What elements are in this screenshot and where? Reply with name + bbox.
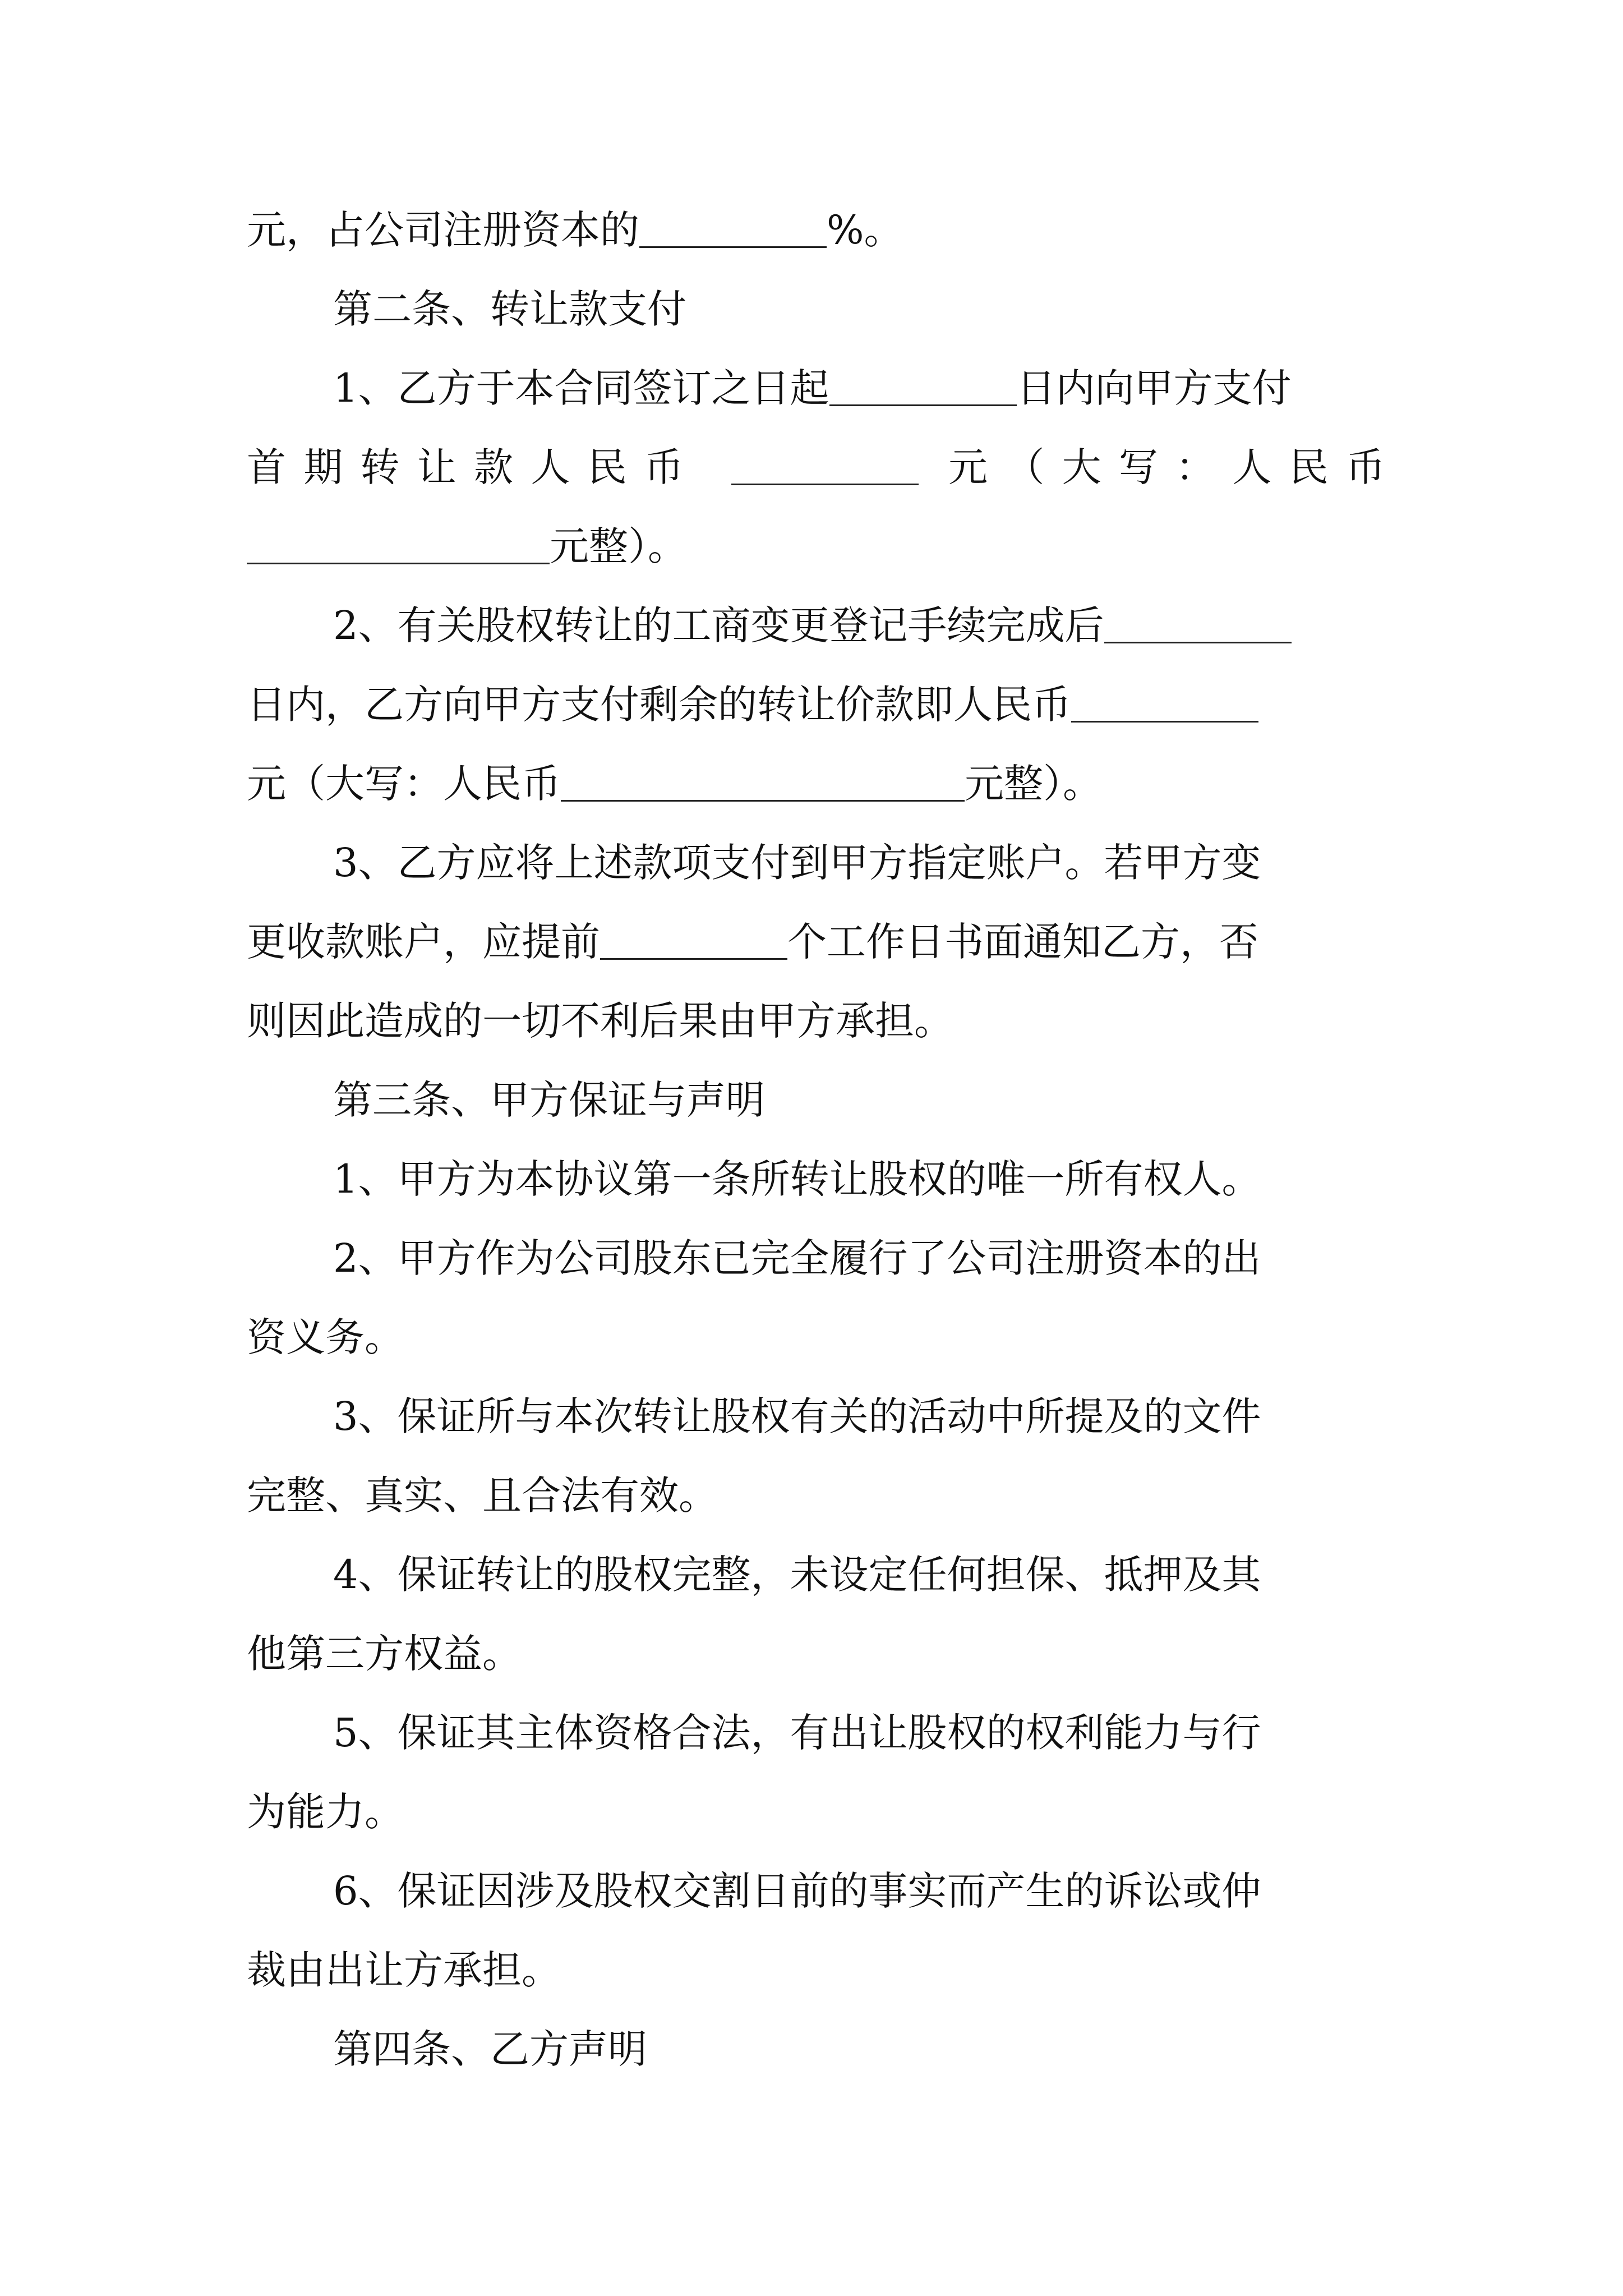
text-segment: 3、乙方应将上述款项支付到甲方指定账户。若甲方变: [333, 840, 1261, 886]
text-line: [247, 982, 1385, 1061]
section-heading: 第三条、甲方保证与声明: [333, 1077, 765, 1123]
text-segment: 更收款账户，应提前: [247, 919, 600, 965]
text-line: [247, 1535, 1385, 1614]
text-line: [247, 1773, 1385, 1852]
text-segment: %。: [827, 207, 903, 253]
text-line: [247, 1931, 1385, 2010]
fill-blank: [247, 523, 550, 564]
text-line: [247, 1852, 1385, 1931]
fill-blank: [1071, 682, 1258, 723]
text-segment: 元（大写：人民币: [247, 761, 561, 807]
text-segment: 2、甲方作为公司股东已完全履行了公司注册资本的出: [333, 1235, 1261, 1281]
text-segment: 2、有关股权转让的工商变更登记手续完成后: [333, 602, 1104, 648]
text-segment: 则因此造成的一切不利后果由甲方承担。: [247, 998, 953, 1044]
fill-blank: [731, 444, 919, 485]
text-line: [247, 349, 1385, 428]
text-segment: 5、保证其主体资格合法，有出让股权的权利能力与行: [333, 1710, 1261, 1756]
text-line: [247, 1694, 1385, 1773]
text-line: [247, 903, 1385, 982]
text-segment: 他第三方权益。: [247, 1631, 522, 1677]
text-line: [247, 1456, 1385, 1535]
document-page: [247, 191, 1385, 2089]
text-segment: 元整）。: [550, 523, 687, 569]
text-segment: 日内向甲方支付: [1016, 365, 1292, 411]
text-segment: 元整）。: [965, 761, 1102, 807]
text-line: [247, 507, 1385, 586]
fill-blank: [600, 919, 787, 960]
text-line: [247, 665, 1385, 744]
fill-blank: [1104, 602, 1292, 643]
text-segment: 3、保证所与本次转让股权有关的活动中所提及的文件: [333, 1393, 1261, 1439]
text-segment: 元，占公司注册资本的: [247, 207, 639, 253]
text-segment: 日内，乙方向甲方支付剩余的转让价款即人民币: [247, 682, 1071, 728]
text-line: [247, 191, 1385, 270]
text-line: [247, 744, 1385, 823]
text-segment: 4、保证转让的股权完整，未设定任何担保、抵押及其: [333, 1552, 1261, 1598]
section-heading: 第四条、乙方声明: [333, 2026, 647, 2072]
text-segment: 完整、真实、且合法有效。: [247, 1473, 718, 1519]
text-line: [247, 823, 1385, 903]
fill-blank: [829, 365, 1017, 406]
text-line: [247, 1140, 1385, 1219]
text-segment: 为能力。: [247, 1789, 404, 1835]
text-line: [247, 586, 1385, 665]
section-heading: 第二条、转让款支付: [333, 286, 686, 332]
text-line: [247, 428, 1385, 507]
text-segment: 元（大写：人民币: [948, 444, 1385, 490]
text-segment: 首期转让款人民币: [247, 444, 702, 490]
fill-blank: [639, 207, 827, 248]
text-segment: 6、保证因涉及股权交割日前的事实而产生的诉讼或仲: [333, 1868, 1261, 1914]
text-segment: 1、甲方为本协议第一条所转让股权的唯一所有权人。: [333, 1156, 1261, 1202]
text-line: [247, 1377, 1385, 1456]
text-segment: 裁由出让方承担。: [247, 1947, 561, 1993]
text-segment: 资义务。: [247, 1314, 404, 1360]
text-line: [247, 1219, 1385, 1298]
text-segment: 个工作日书面通知乙方，否: [787, 919, 1258, 965]
text-line: [247, 1298, 1385, 1377]
text-line: [247, 1614, 1385, 1694]
text-segment: 1、乙方于本合同签订之日起: [333, 365, 829, 411]
fill-blank: [561, 761, 965, 802]
